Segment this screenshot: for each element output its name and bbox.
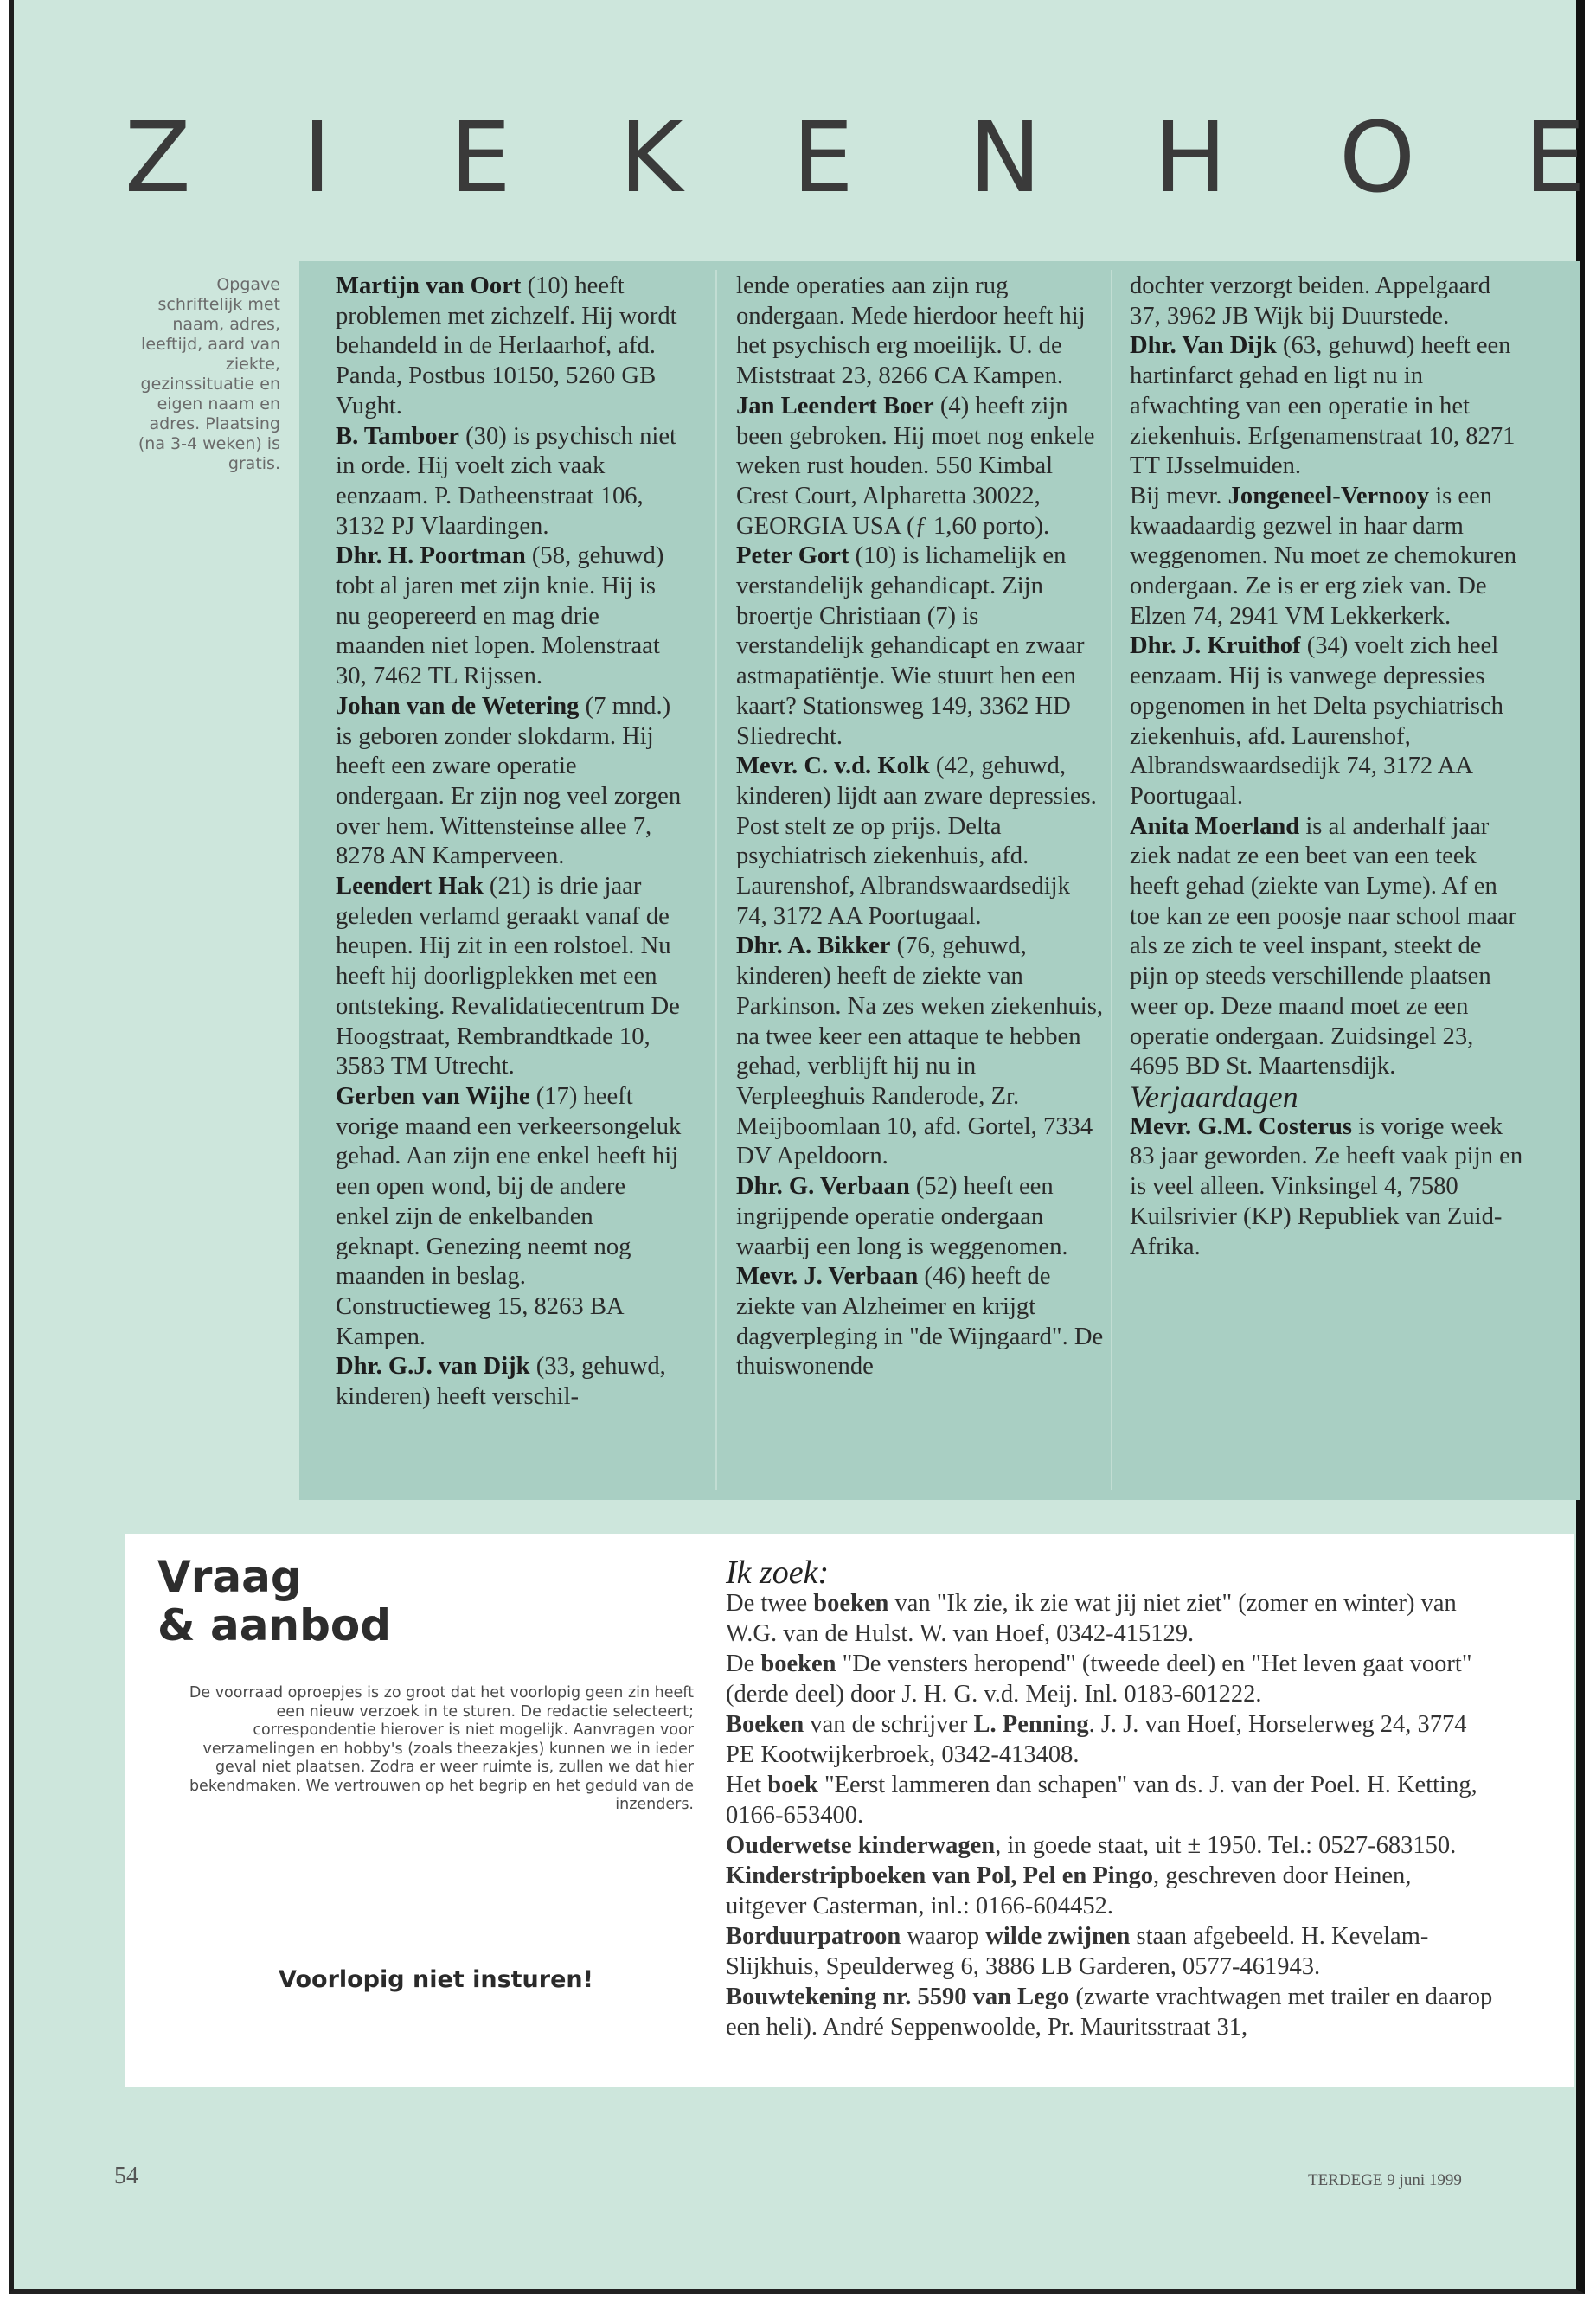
entry-text: (30) is psychisch niet in orde. Hij voelt zich vaak eenzaam. P. Datheenstraat 106, 3132 PJ Vlaardingen.	[336, 422, 676, 540]
entry-text: (34) voelt zich heel eenzaam. Hij is vanwege depressies opgenomen in het Delta psychiatrisch ziekenhuis, afd. Laurenshof, Albrandswaardsedijk 74, 3172 AA Poortugaal.	[1130, 632, 1503, 810]
title-letter: I	[303, 102, 332, 215]
entry-text: is vorige week 83 jaar geworden. Ze heeft vaak pijn en is veel alleen. Vinksingel 4, 7580 Kuilsrivier (KP) Republiek van Zuid-Afrika.	[1130, 1112, 1523, 1260]
entry-text: (33, gehuwd, kinderen) heeft verschil-	[336, 1353, 666, 1411]
person-name: Anita Moerland	[1130, 812, 1300, 840]
title-letter: Z	[125, 102, 191, 215]
column-3	[1130, 272, 1523, 1262]
title-line: Vraag	[157, 1552, 302, 1602]
magazine-page	[9, 0, 1585, 2294]
list-item	[1130, 1112, 1523, 1263]
classifieds-box	[125, 1534, 1574, 2087]
person-name: Mevr. J. Verbaan	[736, 1263, 919, 1291]
column-divider	[1111, 270, 1112, 1490]
item-text: De twee	[726, 1590, 808, 1617]
entry-text: (4) heeft zijn been gebroken. Hij moet nog enkele weken rust houden. 550 Kimbal Crest Court, Alpharetta 30022, GEORGIA USA (ƒ 1,60 porto).	[736, 392, 1095, 540]
person-name: Dhr. G. Verbaan	[736, 1173, 910, 1201]
entry-text: (17) heeft vorige maand een verkeersongeluk gehad. Aan zijn ene enkel heeft hij een open wond, bij de andere enkel zijn de enkelbanden geknapt. Genezing neemt nog maanden in beslag. Constructieweg 15, 8263 BA Kampen.	[336, 1082, 682, 1350]
item-text: "De vensters heropend" (tweede deel) en "Het leven gaat voort" (derde deel) door J. H. G. v.d. Meij. Inl. 0183-601222.	[726, 1650, 1472, 1708]
item-text: van de schrijver	[810, 1711, 968, 1738]
item-keyword: Boeken	[726, 1711, 804, 1738]
person-name: Mevr. G.M. Costerus	[1130, 1112, 1353, 1140]
title-letter: N	[969, 102, 1042, 215]
entry-text: (21) is drie jaar geleden verlamd geraakt vanaf de heupen. Hij zit in een rolstoel. Nu heeft hij doorligplekken met een ontsteking. Revalidatiecentrum De Hoogstraat, Rembrandtkade 10, 3583 TM Utrecht.	[336, 873, 680, 1080]
list-item	[1130, 812, 1523, 1082]
item-keyword: Borduurpatroon	[726, 1923, 901, 1950]
item-keyword: boeken	[760, 1650, 836, 1677]
person-name: Gerben van Wijhe	[336, 1082, 530, 1110]
entry-text: lende operaties aan zijn rug ondergaan. Mede hierdoor heeft hij het psychisch erg moeilijk. U. de Miststraat 23, 8266 CA Kampen.	[736, 272, 1086, 390]
entry-text: (42, gehuwd, kinderen) lijdt aan zware depressies. Post stelt ze op prijs. Delta psychiatrisch ziekenhuis, afd. Laurenshof, Albrandswaardsedijk 74, 3172 AA Poortugaal.	[736, 753, 1097, 930]
classifieds-title	[157, 1553, 737, 1650]
person-name: Peter Gort	[736, 542, 849, 570]
item-text: , in goede staat, uit ± 1950. Tel.: 0527-683150.	[995, 1832, 1457, 1859]
person-name: B. Tamboer	[336, 422, 459, 450]
title-letter: H	[1154, 102, 1227, 215]
classifieds-intro	[157, 1553, 737, 1815]
list-item	[736, 392, 1104, 542]
list-item	[726, 1649, 1496, 1709]
item-keyword: boeken	[813, 1590, 889, 1617]
sick-list-columns	[299, 261, 1580, 1500]
list-item	[1130, 631, 1523, 811]
entry-text: (10) is lichamelijk en verstandelijk gehandicapt. Zijn broertje Christiaan (7) is verstandelijk gehandicapt en zwaar astmapatiëntje. Wie stuurt hen een kaart? Stationsweg 149, 3362 HD Sliedrecht.	[736, 542, 1085, 750]
list-item	[1130, 272, 1523, 331]
person-name: Dhr. A. Bikker	[736, 933, 891, 960]
section-subheading: Verjaardagen	[1130, 1079, 1298, 1114]
entry-text: (58, gehuwd) tobt al jaren met zijn knie. Hij is nu geopereerd en mag drie maanden niet lopen. Molenstraat 30, 7462 TL Rijssen.	[336, 542, 664, 690]
item-text: waarop	[907, 1923, 980, 1950]
column-1	[336, 272, 682, 1413]
wanted-list	[726, 1554, 1496, 2042]
item-keyword: boek	[767, 1772, 818, 1798]
entry-text: (46) heeft de ziekte van Alzheimer en krijgt dagverpleging in "de Wijngaard". De thuiswonende	[736, 1263, 1104, 1381]
column-divider	[715, 270, 717, 1490]
person-name: Johan van de Wetering	[336, 692, 580, 720]
title-letter: E	[1524, 102, 1586, 215]
entry-text: (52) heeft een ingrijpende operatie ondergaan waarbij een long is weggenomen.	[736, 1173, 1068, 1260]
entry-text: (10) heeft problemen met zichzelf. Hij wordt behandeld in de Herlaarhof, afd. Panda, Postbus 10150, 5260 GB Vught.	[336, 272, 677, 420]
title-letter: O	[1339, 102, 1416, 215]
person-name: Jongeneel-Vernooy	[1227, 482, 1430, 510]
list-item	[726, 1830, 1496, 1861]
entry-text: dochter verzorgt beiden. Appelgaard 37, 3962 JB Wijk bij Duurstede.	[1130, 272, 1491, 330]
item-keyword: Bouwtekening nr. 5590 van Lego	[726, 1984, 1070, 2010]
entry-prefix: Bij mevr.	[1130, 482, 1222, 510]
item-text: De	[726, 1650, 755, 1677]
list-item	[336, 1352, 682, 1412]
title-letter: K	[619, 102, 683, 215]
magazine-footer: TERDEGE 9 juni 1999	[1308, 2171, 1462, 2189]
item-keyword: Ouderwetse kinderwagen	[726, 1832, 996, 1859]
list-item	[336, 422, 682, 542]
entry-text: (76, gehuwd, kinderen) heeft de ziekte van Parkinson. Na zes weken ziekenhuis, na twee keer een attaque te hebben gehad, verblijft hij nu in Verpleeghuis Randerode, Zr. Meijboomlaan 10, afd. Gortel, 7334 DV Apeldoorn.	[736, 933, 1104, 1170]
person-name: Mevr. C. v.d. Kolk	[736, 753, 930, 780]
entry-text: is een kwaadaardig gezwel in haar darm weggenomen. Nu moet ze chemokuren ondergaan. Ze is er erg ziek van. De Elzen 74, 2941 VM Lekkerkerk.	[1130, 482, 1517, 630]
list-item	[726, 1921, 1496, 1982]
list-item	[726, 1982, 1496, 2042]
item-text: Het	[726, 1772, 762, 1798]
list-item	[726, 1861, 1496, 1921]
list-item	[1130, 482, 1523, 632]
item-text: staan afgebeeld. H. Kevelam-Slijkhuis, Speulderweg 6, 3886 LB Garderen, 0577-461943.	[726, 1923, 1429, 1980]
person-name: Dhr. Van Dijk	[1130, 332, 1277, 360]
item-text: . J. J. van Hoef, Horselerweg 24, 3774 PE Kootwijkerbroek, 0342-413408.	[726, 1711, 1467, 1768]
list-item	[1130, 331, 1523, 482]
person-name: Leendert Hak	[336, 873, 484, 901]
list-item	[736, 752, 1104, 932]
list-item	[736, 1172, 1104, 1382]
column-2	[736, 272, 1104, 1382]
entry-text: is al anderhalf jaar ziek nadat ze een beet van een teek heeft gehad (ziekte van Lyme). Af en toe kan ze een poosje naar school maar als ze zich te veel inspant, steekt de pijn op steeds verschillende plaatsen weer op. Deze maand moet ze een operatie ondergaan. Zuidsingel 23, 4695 BD St. Maartensdijk.	[1130, 812, 1516, 1080]
list-item	[336, 542, 682, 692]
title-letter: E	[792, 102, 854, 215]
page-title	[14, 102, 1590, 232]
entry-text: (7 mnd.) is geboren zonder slokdarm. Hij heeft een zware operatie ondergaan. Er zijn nog veel zorgen over hem. Wittensteinse allee 7, 8278 AN Kamperveen.	[336, 692, 682, 870]
item-keyword: wilde zwijnen	[985, 1923, 1131, 1950]
item-keyword: L. Penning	[973, 1711, 1089, 1738]
person-name: Dhr. H. Poortman	[336, 542, 526, 570]
item-text: , geschreven door Heinen, uitgever Casterman, inl.: 0166-604452.	[726, 1862, 1412, 1920]
list-item	[736, 932, 1104, 1172]
item-text: "Eerst lammeren dan schapen" van ds. J. van der Poel. H. Ketting, 0166-653400.	[726, 1772, 1477, 1829]
stop-submissions-notice: Voorlopig niet insturen!	[279, 1966, 593, 1993]
list-item	[336, 1082, 682, 1352]
list-item	[336, 872, 682, 1082]
wanted-heading: Ik zoek:	[726, 1554, 830, 1591]
item-text: (zwarte vrachtwagen met trailer en daarop een heli). André Seppenwoolde, Pr. Mauritsstraat 31,	[726, 1984, 1493, 2041]
list-item	[726, 1770, 1496, 1830]
list-item	[336, 272, 682, 422]
person-name: Jan Leendert Boer	[736, 392, 934, 420]
person-name: Dhr. J. Kruithof	[1130, 632, 1301, 660]
title-line: & aanbod	[157, 1600, 392, 1650]
page-number: 54	[114, 2163, 138, 2189]
list-item	[736, 272, 1104, 392]
classifieds-notice-text: De voorraad oproepjes is zo groot dat het voorlopig geen zin heeft een nieuw verzoek in te sturen. De redactie selecteert; correspondentie hierover is niet mogelijk. Aanvragen voor verzamelingen en hobby's (zoals theezakjes) kunnen we in ieder geval niet plaatsen. Zodra er weer ruimte is, zullen we dat hier bekendmaken. We vertrouwen op het begrip en het geduld van de inzenders.	[189, 1684, 694, 1813]
list-item	[336, 692, 682, 872]
person-name: Dhr. G.J. van Dijk	[336, 1353, 530, 1381]
title-letter: E	[450, 102, 511, 215]
list-item	[736, 542, 1104, 752]
item-text: van "Ik zie, ik zie wat jij niet ziet" (zomer en winter) van W.G. van de Hulst. W. van Hoef, 0342-415129.	[726, 1590, 1457, 1647]
list-item	[726, 1709, 1496, 1770]
submission-instructions: Opgave schriftelijk met naam, adres, leeftijd, aard van ziekte, gezinssituatie en eigen naam en adres. Plaatsing (na 3-4 weken) is gratis.	[138, 275, 280, 473]
list-item	[726, 1588, 1496, 1649]
entry-text: (63, gehuwd) heeft een hartinfarct gehad en ligt nu in afwachting van een operatie in het ziekenhuis. Erfgenamenstraat 10, 8271 TT IJsselmuiden.	[1130, 332, 1516, 480]
person-name: Martijn van Oort	[336, 272, 522, 299]
item-keyword: Kinderstripboeken van Pol, Pel en Pingo	[726, 1862, 1154, 1889]
